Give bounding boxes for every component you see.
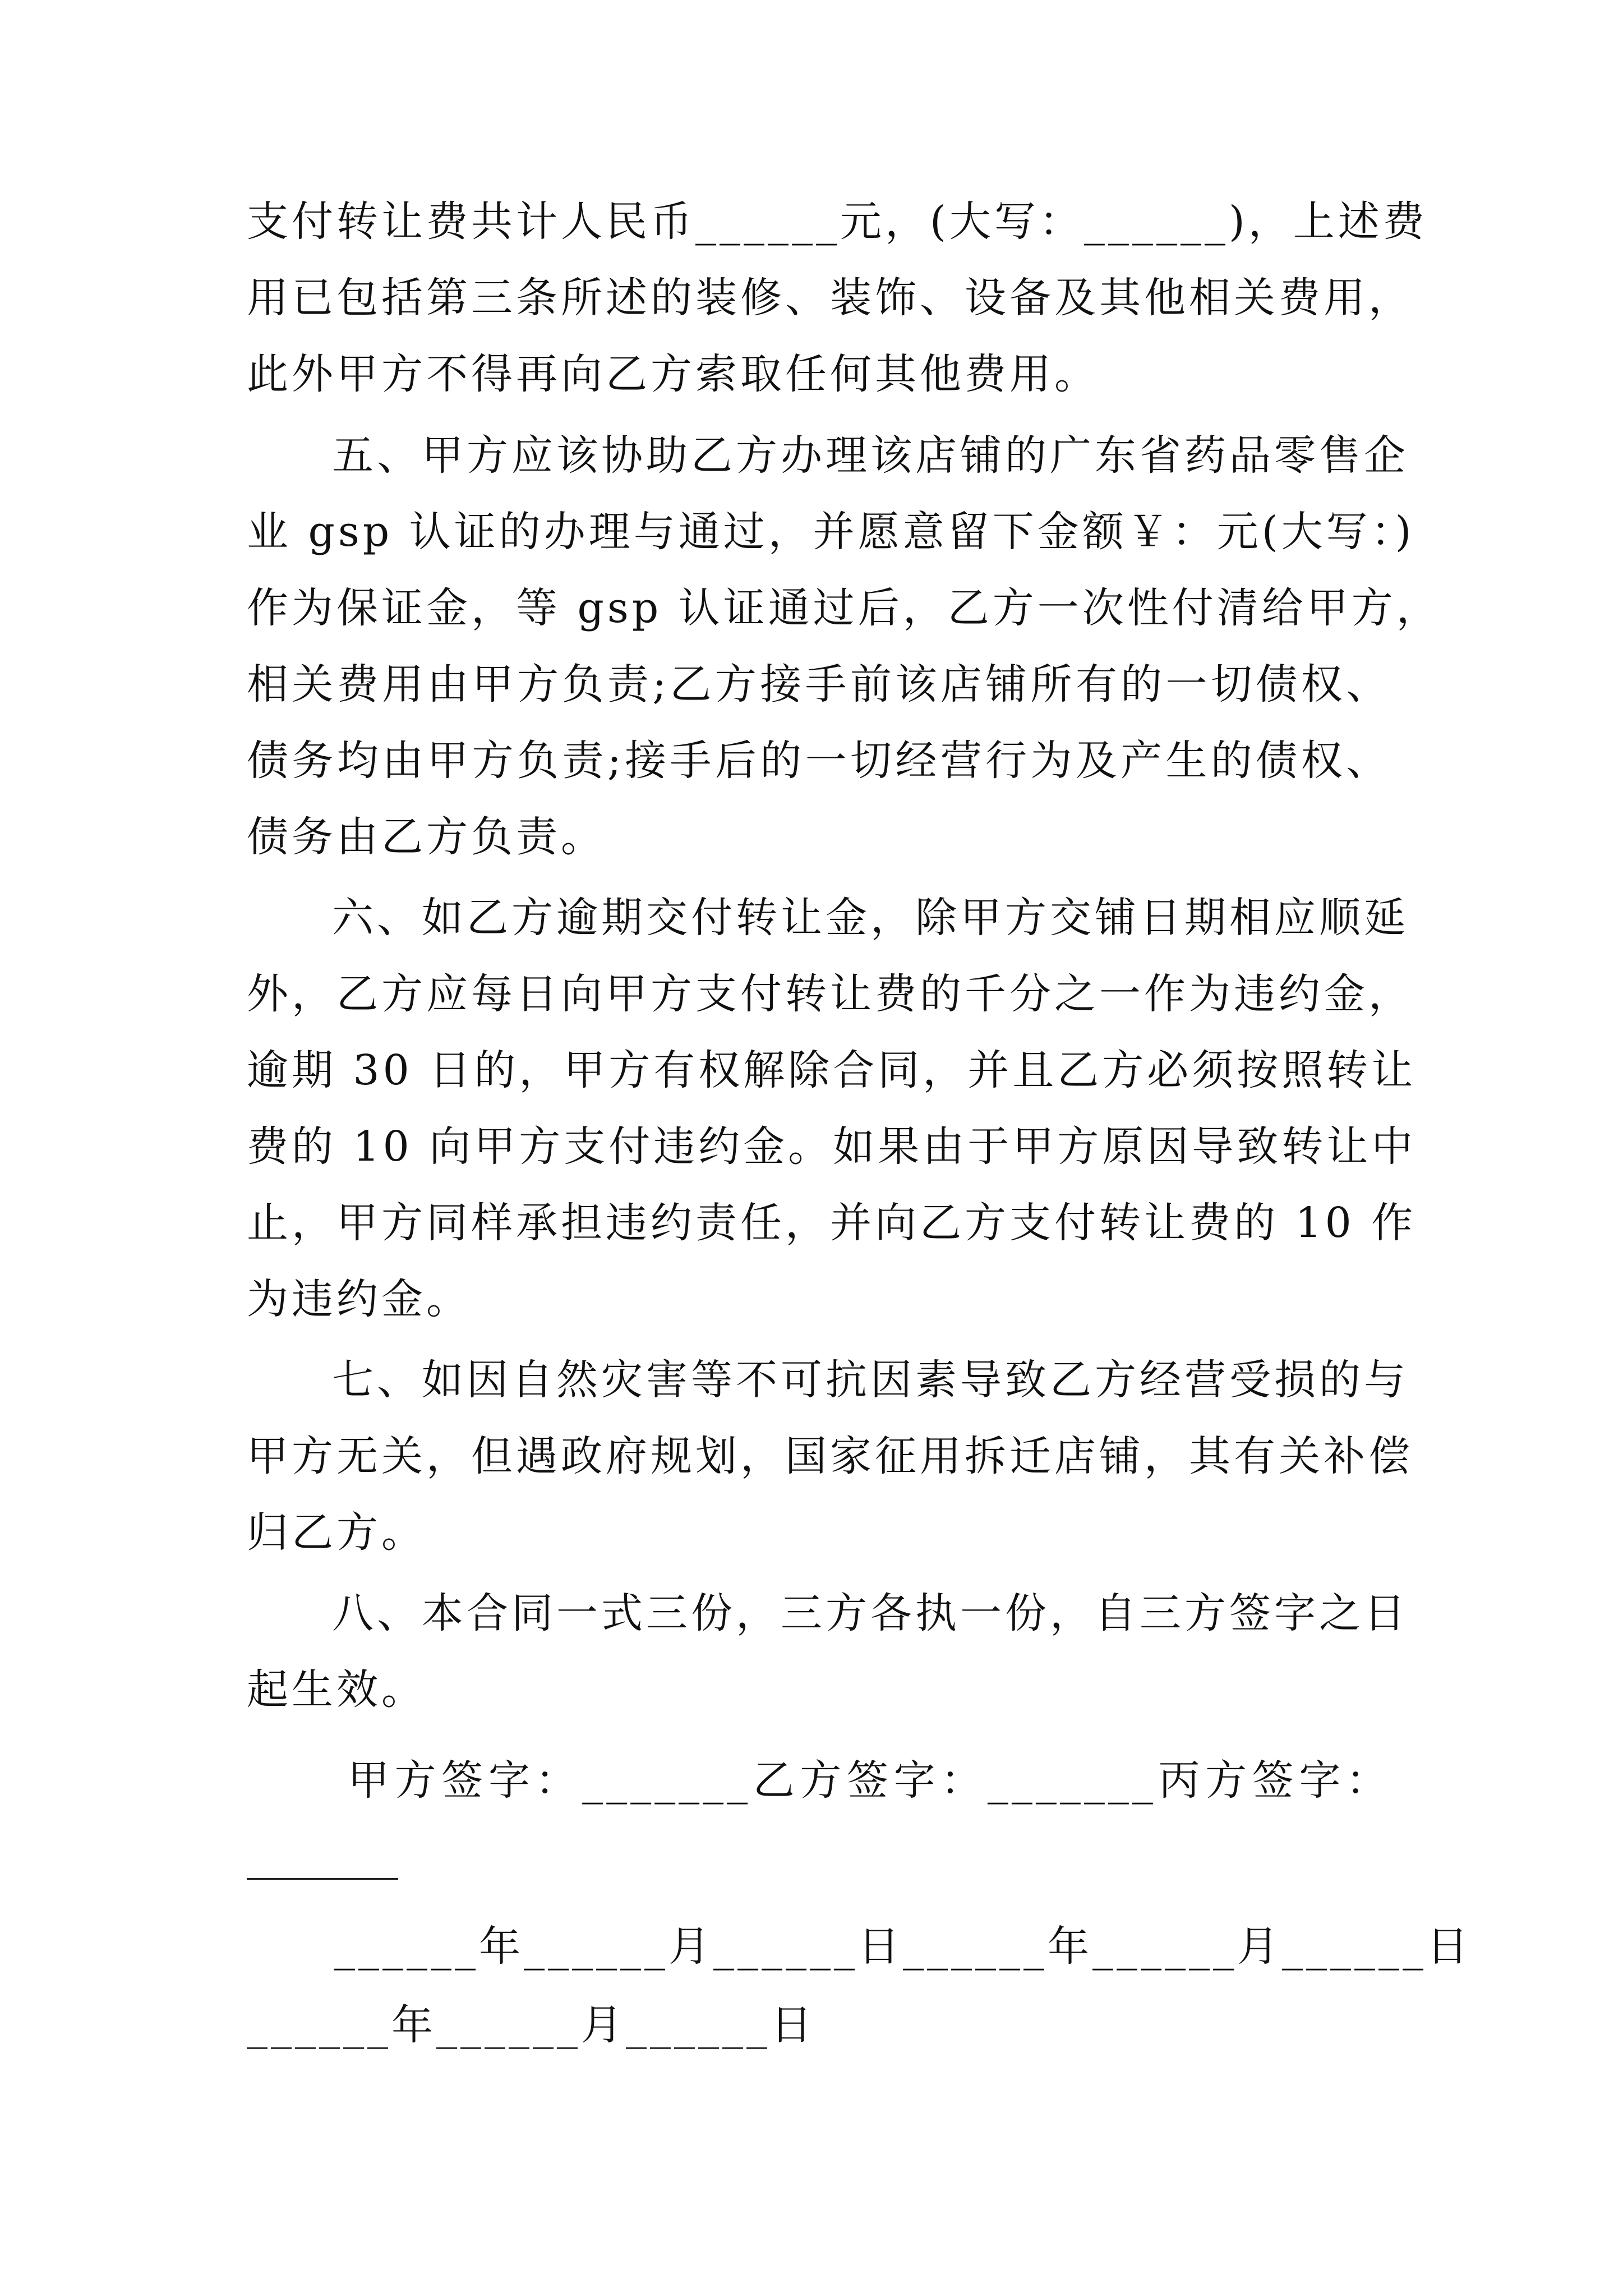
paragraph-line: 此外甲方不得再向乙方索取任何其他费用。 [247,350,1099,398]
signature-blank-line [247,1878,398,1880]
paragraph-line: 支付转让费共计人民币______元，(大写：______)，上述费 [247,197,1428,246]
clause-eight-heading-line: 八、本合同一式三份，三方各执一份，自三方签字之日 [332,1589,1409,1637]
paragraph-line: 起生效。 [247,1665,426,1714]
paragraph-line: 外，乙方应每日向甲方支付转让费的千分之一作为违约金， [247,970,1413,1018]
paragraph-line: 逾期 30 日的，甲方有权解除合同，并且乙方必须按照转让 [247,1046,1417,1094]
clause-six-heading-line: 六、如乙方逾期交付转让金，除甲方交铺日期相应顺延 [332,894,1409,942]
paragraph-line: 债务由乙方负责。 [247,813,606,861]
paragraph-line: 用已包括第三条所述的装修、装饰、设备及其他相关费用， [247,274,1413,322]
paragraph-line: 止，甲方同样承担违约责任，并向乙方支付转让费的 10 作 [247,1199,1417,1247]
paragraph-line: 业 gsp 认证的办理与通过，并愿意留下金额￥：元(大写：) [247,508,1415,556]
clause-seven-heading-line: 七、如因自然灾害等不可抗因素导致乙方经营受损的与 [332,1356,1409,1404]
paragraph-line: 费的 10 向甲方支付违约金。如果由于甲方原因导致转让中 [247,1122,1417,1171]
paragraph-line: 归乙方。 [247,1508,426,1557]
paragraph-line: 债务均由甲方负责;接手后的一切经营行为及产生的债权、 [247,737,1391,785]
date-row: ______年______月______日______年______月______日 [334,1922,1472,1971]
signature-row: 甲方签字：_______乙方签字：_______丙方签字： [348,1756,1391,1805]
paragraph-line: 相关费用由甲方负责;乙方接手前该店铺所有的一切债权、 [247,660,1391,708]
paragraph-line: 为违约金。 [247,1275,471,1323]
paragraph-line: 作为保证金，等 gsp 认证通过后，乙方一次性付清给甲方， [247,584,1441,632]
date-row: ______年______月______日 [247,2001,815,2049]
paragraph-line: 甲方无关，但遇政府规划，国家征用拆迁店铺，其有关补偿 [247,1432,1413,1480]
clause-five-heading-line: 五、甲方应该协助乙方办理该店铺的广东省药品零售企 [332,431,1409,480]
